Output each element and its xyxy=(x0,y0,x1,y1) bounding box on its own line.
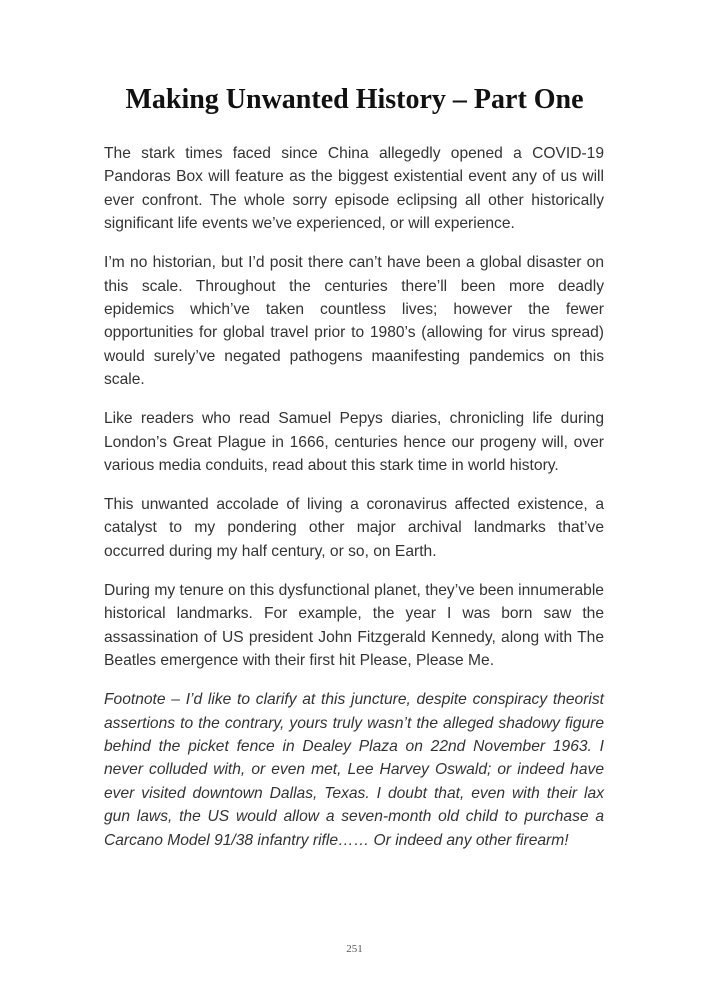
paragraph-2: I’m no historian, but I’d posit there can’t have been a global disaster on this scale. Throughout the centuries there’ll been more deadly epidemics which’ve taken countless lives; however the fewer opportunities for global travel prior to 1980’s (allowing for virus spread) would surely’ve negated pathogens maanifesting pandemics on this scale. xyxy=(104,254,604,389)
footnote-paragraph: Footnote – I’d like to clarify at this juncture, despite conspiracy theorist assertions to the contrary, yours truly wasn’t the alleged shadowy figure behind the picket fence in Dealey Plaza on 22nd November 1963. I never colluded with, or even met, Lee Harvey Oswald; or indeed have ever visited downtown Dallas, Texas. I doubt that, even with their lax gun laws, the US would allow a seven-month old child to purchase a Carcano Model 91/38 infantry rifle…… Or indeed any other firearm! xyxy=(104,691,604,849)
body-text xyxy=(104,142,604,852)
paragraph-5: During my tenure on this dysfunctional planet, they’ve been innumerable historical landmarks. For example, the year I was born saw the assassination of US president John Fitzgerald Kennedy, along with The Beatles emergence with their first hit Please, Please Me. xyxy=(104,581,604,670)
paragraph-3: Like readers who read Samuel Pepys diaries, chronicling life during London’s Great Plague in 1666, centuries hence our progeny will, over various media conduits, read about this stark time in world history. xyxy=(104,410,604,475)
paragraph-4: This unwanted accolade of living a coronavirus affected existence, a catalyst to my pondering other major archival landmarks that’ve occurred during my half century, or so, on Earth. xyxy=(104,496,604,560)
page-number: 251 xyxy=(346,943,363,955)
page-title: Making Unwanted History – Part One xyxy=(125,84,584,115)
paragraph-1: The stark times faced since China allegedly opened a COVID-19 Pandoras Box will feature as the biggest existential event any of us will ever confront. The whole sorry episode eclipsing all other historically significant life events we’ve experienced, or will experience. xyxy=(104,145,604,233)
